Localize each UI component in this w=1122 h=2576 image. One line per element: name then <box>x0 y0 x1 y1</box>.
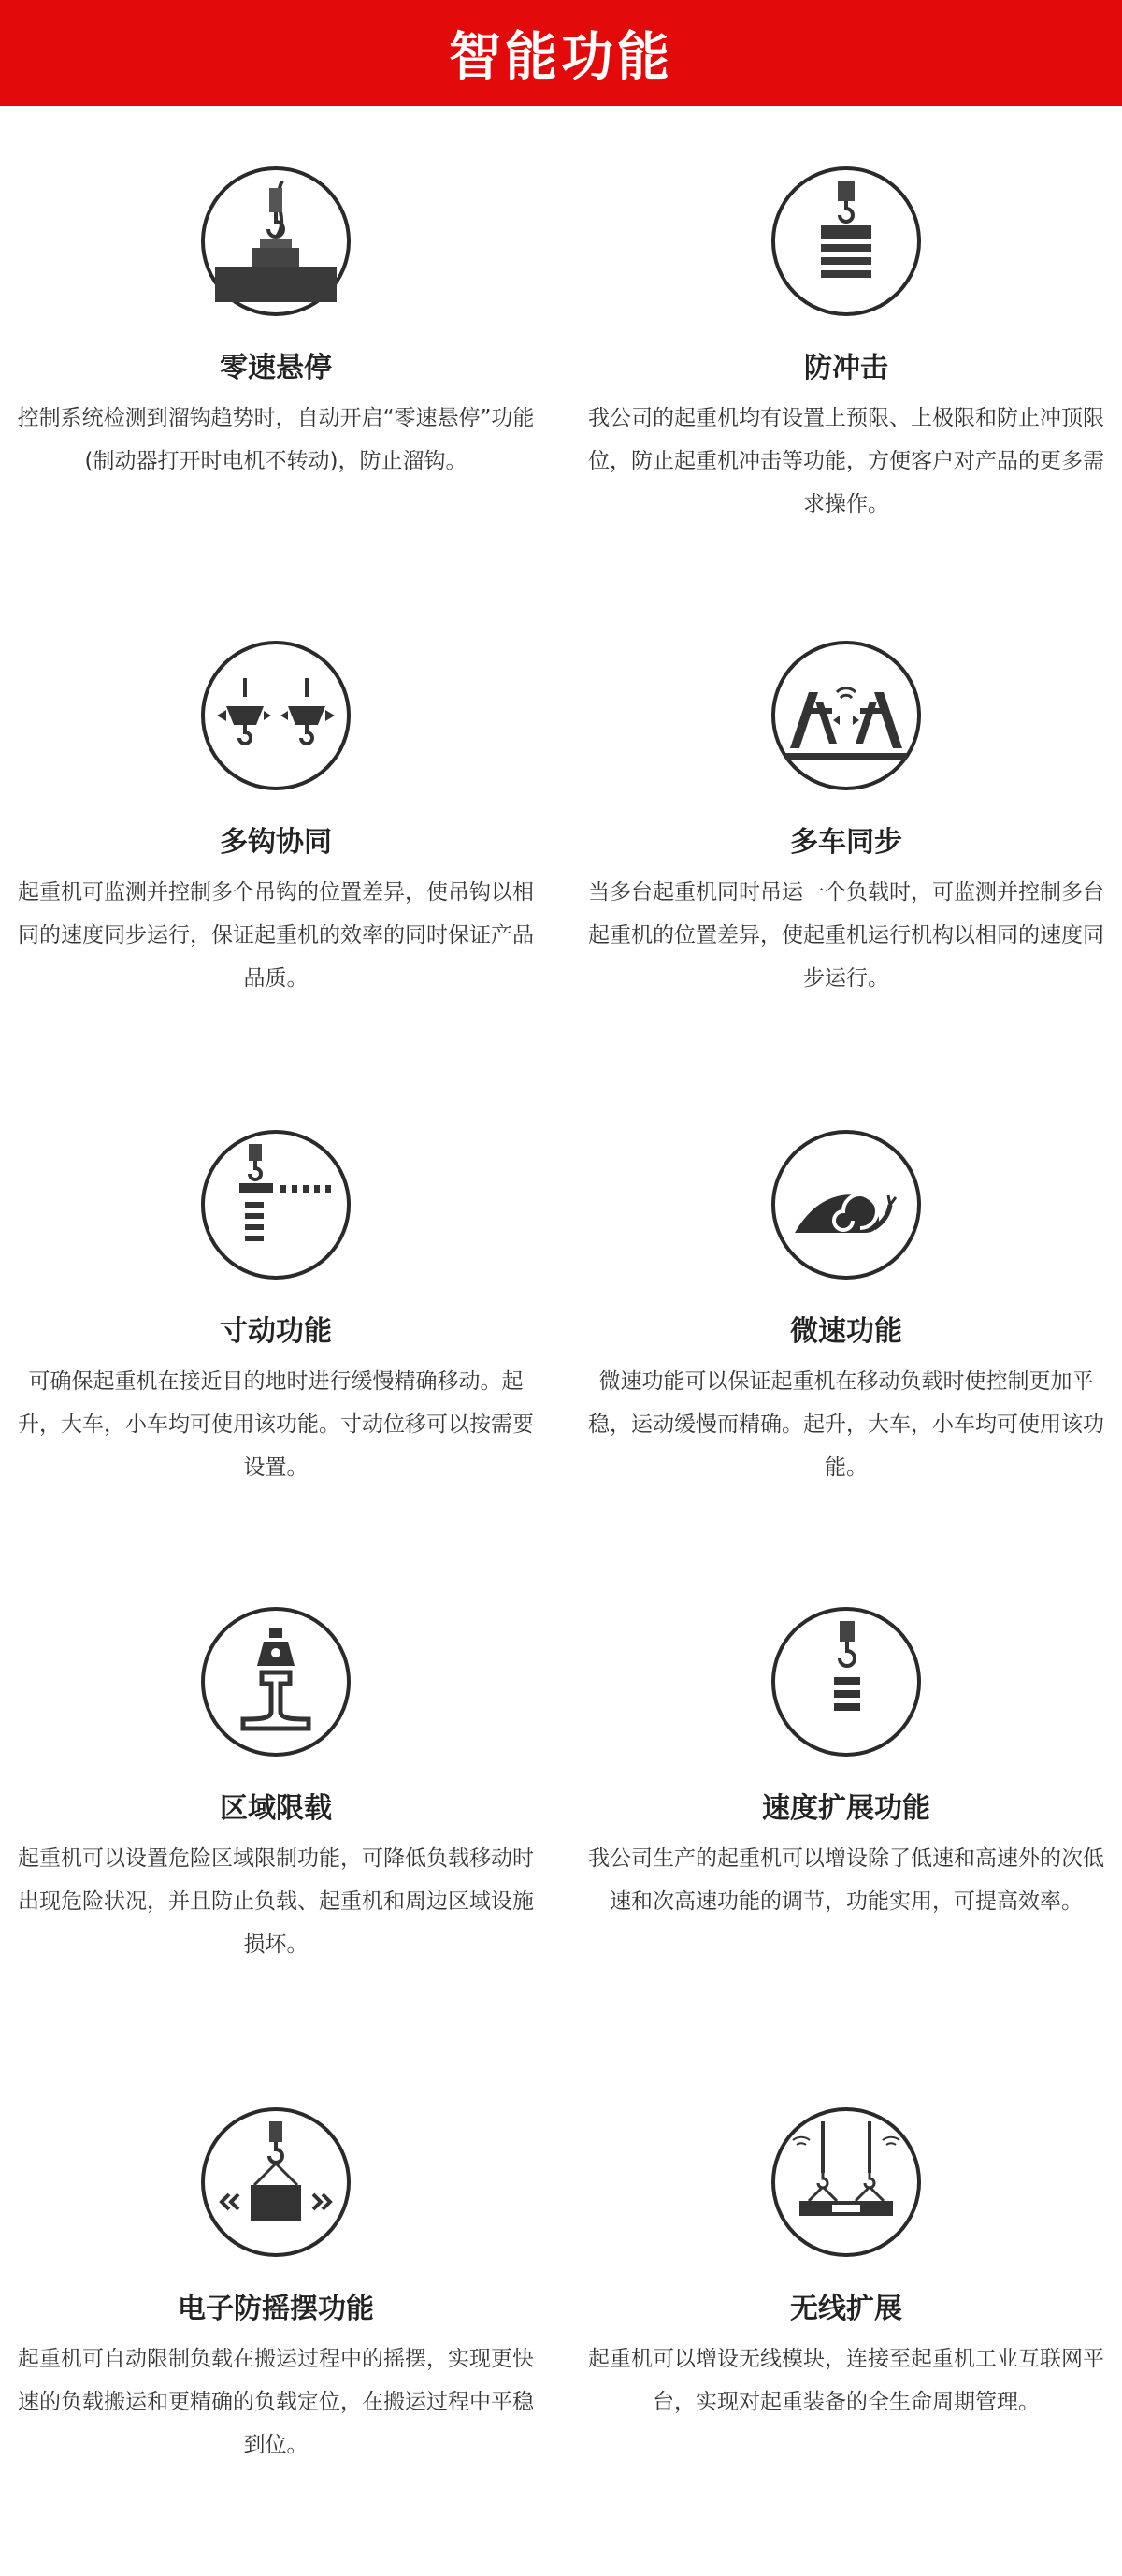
feature-title: 微速功能 <box>790 1315 902 1348</box>
feature-wireless <box>584 2107 1108 2424</box>
wireless-icon <box>771 2107 921 2257</box>
feature-area-limit <box>14 1607 538 1966</box>
feature-desc: 起重机可以设置危险区域限制功能，可降低负载移动时出现危险状况，并且防止负载、起重机和周边区域设施损坏。 <box>18 1846 534 1957</box>
feature-zero-speed-hover <box>14 166 538 483</box>
speed-extension-icon <box>771 1607 921 1757</box>
feature-speed-extension <box>584 1607 1108 1923</box>
feature-desc: 可确保起重机在接近目的地时进行缓慢精确移动。起升，大车，小车均可使用该功能。寸动位移可以按需要设置。 <box>18 1369 534 1480</box>
feature-desc: 起重机可监测并控制多个吊钩的位置差异，使吊钩以相同的速度同步运行，保证起重机的效率的同时保证产品品质。 <box>18 880 534 991</box>
anti-impact-icon <box>771 166 921 316</box>
feature-title: 零速悬停 <box>220 352 332 384</box>
feature-title: 区域限载 <box>220 1792 332 1825</box>
feature-title: 防冲击 <box>804 352 888 384</box>
feature-desc: 我公司的起重机均有设置上预限、上极限和防止冲顶限位，防止起重机冲击等功能，方便客户对产品的更多需求操作。 <box>588 406 1104 516</box>
feature-desc: 起重机可以增设无线模块，连接至起重机工业互联网平台，实现对起重装备的全生命周期管理。 <box>588 2347 1104 2414</box>
anti-sway-icon <box>201 2107 351 2257</box>
zero-speed-hover-icon <box>201 166 351 316</box>
page-title: 智能功能 <box>449 26 673 88</box>
feature-title: 电子防摇摆功能 <box>178 2293 374 2325</box>
feature-desc: 起重机可自动限制负载在搬运过程中的摇摆，实现更快速的负载搬运和更精确的负载定位，在搬运过程中平稳到位。 <box>18 2347 534 2457</box>
feature-anti-impact <box>584 166 1108 526</box>
multi-crane-sync-icon <box>771 641 921 790</box>
feature-title: 无线扩展 <box>790 2293 902 2325</box>
feature-title: 寸动功能 <box>220 1315 332 1348</box>
feature-desc: 微速功能可以保证起重机在移动负载时使控制更加平稳，运动缓慢而精确。起升，大车，小车均可使用该功能。 <box>588 1369 1104 1480</box>
area-limit-icon <box>201 1607 351 1757</box>
page-header <box>0 0 1122 106</box>
snail-icon <box>771 1130 921 1280</box>
feature-anti-sway <box>14 2107 538 2467</box>
feature-title: 多车同步 <box>790 826 902 859</box>
feature-title: 多钩协同 <box>220 826 332 859</box>
feature-desc: 当多台起重机同时吊运一个负载时，可监测并控制多台起重机的位置差异，使起重机运行机构以相同的速度同步运行。 <box>588 880 1104 991</box>
inching-icon <box>201 1130 351 1280</box>
feature-desc: 我公司生产的起重机可以增设除了低速和高速外的次低速和次高速功能的调节，功能实用，可提高效率。 <box>588 1846 1104 1914</box>
feature-micro-speed <box>584 1130 1108 1489</box>
feature-inching <box>14 1130 538 1489</box>
feature-desc: 控制系统检测到溜钩趋势时，自动开启“零速悬停”功能(制动器打开时电机不转动)，防止溜钩。 <box>17 406 535 473</box>
multi-hook-icon <box>201 641 351 790</box>
feature-multi-hook <box>14 641 538 1000</box>
feature-multi-crane-sync <box>584 641 1108 1000</box>
feature-title: 速度扩展功能 <box>762 1792 930 1825</box>
